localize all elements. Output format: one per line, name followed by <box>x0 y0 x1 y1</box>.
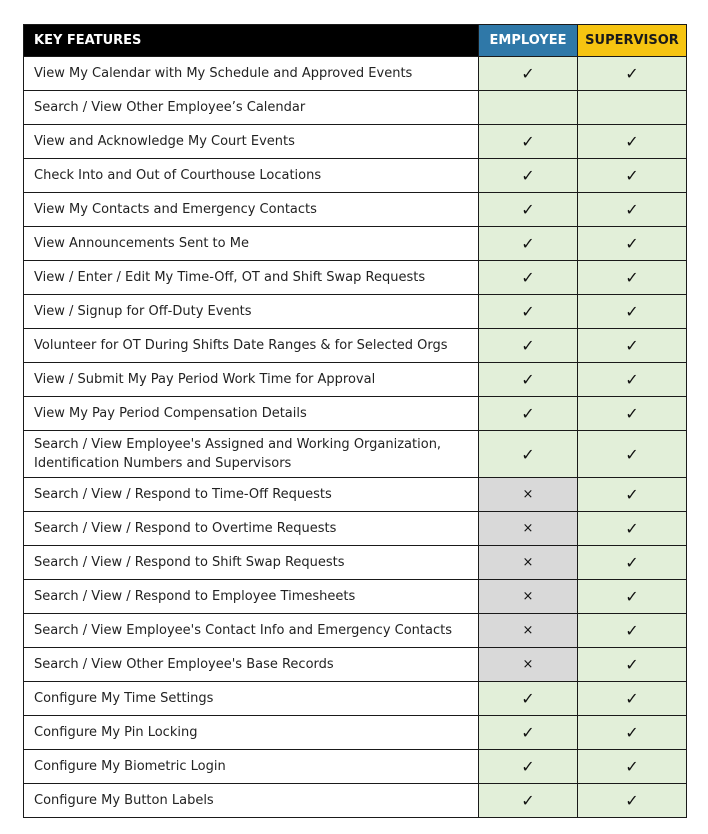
employee-access-cell <box>479 784 578 818</box>
checkmark-icon: ✓ <box>625 655 639 674</box>
table-row <box>24 227 687 261</box>
supervisor-access-cell <box>578 478 687 512</box>
checkmark-icon: ✓ <box>625 302 639 321</box>
supervisor-access-cell <box>578 193 687 227</box>
cross-icon: × <box>522 589 534 604</box>
employee-header: EMPLOYEE <box>479 25 578 57</box>
feature-label: Search / View / Respond to Time-Off Requests <box>24 478 479 512</box>
checkmark-icon: ✓ <box>625 166 639 185</box>
employee-access-cell <box>479 193 578 227</box>
checkmark-icon: ✓ <box>625 553 639 572</box>
employee-access-cell <box>479 295 578 329</box>
checkmark-icon: ✓ <box>625 723 639 742</box>
feature-label: Search / View / Respond to Employee Timesheets <box>24 580 479 614</box>
table-row <box>24 159 687 193</box>
table-row <box>24 397 687 431</box>
supervisor-access-cell <box>578 329 687 363</box>
table-row <box>24 784 687 818</box>
checkmark-icon: ✓ <box>625 757 639 776</box>
table-row <box>24 125 687 159</box>
feature-comparison-table <box>23 24 687 818</box>
supervisor-access-cell <box>578 648 687 682</box>
employee-access-cell <box>479 614 578 648</box>
employee-access-cell <box>479 431 578 478</box>
employee-access-cell <box>479 125 578 159</box>
table-row <box>24 512 687 546</box>
feature-label: Configure My Time Settings <box>24 682 479 716</box>
checkmark-icon: ✓ <box>625 519 639 538</box>
checkmark-icon: ✓ <box>625 370 639 389</box>
supervisor-access-cell <box>578 431 687 478</box>
checkmark-icon: ✓ <box>521 791 535 810</box>
table-row <box>24 431 687 478</box>
checkmark-icon: ✓ <box>521 302 535 321</box>
employee-access-cell <box>479 716 578 750</box>
supervisor-access-cell <box>578 512 687 546</box>
checkmark-icon: ✓ <box>521 444 535 464</box>
checkmark-icon: ✓ <box>625 234 639 253</box>
cross-icon: × <box>522 521 534 536</box>
supervisor-access-cell <box>578 57 687 91</box>
checkmark-icon: ✓ <box>521 166 535 185</box>
supervisor-access-cell <box>578 227 687 261</box>
supervisor-access-cell <box>578 91 687 125</box>
supervisor-access-cell <box>578 159 687 193</box>
checkmark-icon: ✓ <box>625 621 639 640</box>
table-row <box>24 478 687 512</box>
supervisor-access-cell <box>578 295 687 329</box>
checkmark-icon: ✓ <box>625 64 639 83</box>
feature-label: View My Calendar with My Schedule and Approved Events <box>24 57 479 91</box>
checkmark-icon: ✓ <box>625 200 639 219</box>
employee-access-cell <box>479 363 578 397</box>
checkmark-icon: ✓ <box>625 336 639 355</box>
checkmark-icon: ✓ <box>625 444 639 464</box>
feature-label: Search / View / Respond to Shift Swap Requests <box>24 546 479 580</box>
checkmark-icon: ✓ <box>521 404 535 423</box>
table-row <box>24 295 687 329</box>
checkmark-icon: ✓ <box>521 64 535 83</box>
employee-access-cell <box>479 91 578 125</box>
supervisor-access-cell <box>578 750 687 784</box>
checkmark-icon: ✓ <box>625 689 639 708</box>
table-row <box>24 91 687 125</box>
employee-access-cell <box>479 397 578 431</box>
employee-access-cell <box>479 227 578 261</box>
feature-label: Search / View Employee's Contact Info and Emergency Contacts <box>24 614 479 648</box>
checkmark-icon: ✓ <box>625 404 639 423</box>
table-row <box>24 580 687 614</box>
table-row <box>24 682 687 716</box>
feature-label: View / Enter / Edit My Time-Off, OT and Shift Swap Requests <box>24 261 479 295</box>
feature-label: View and Acknowledge My Court Events <box>24 125 479 159</box>
feature-label: Search / View Other Employee’s Calendar <box>24 91 479 125</box>
feature-label: View / Submit My Pay Period Work Time for Approval <box>24 363 479 397</box>
table-row <box>24 546 687 580</box>
table-row <box>24 750 687 784</box>
checkmark-icon: ✓ <box>521 200 535 219</box>
cross-icon: × <box>522 555 534 570</box>
feature-label: View My Pay Period Compensation Details <box>24 397 479 431</box>
feature-label: Search / View Employee's Assigned and Working Organization, Identification Numbers and Supervisors <box>24 431 479 478</box>
supervisor-access-cell <box>578 261 687 295</box>
supervisor-access-cell <box>578 784 687 818</box>
cross-icon: × <box>522 623 534 638</box>
table-row <box>24 648 687 682</box>
feature-label: Search / View Other Employee's Base Records <box>24 648 479 682</box>
employee-access-cell <box>479 261 578 295</box>
supervisor-access-cell <box>578 546 687 580</box>
feature-label: Configure My Biometric Login <box>24 750 479 784</box>
table-row <box>24 329 687 363</box>
feature-label: Configure My Pin Locking <box>24 716 479 750</box>
feature-label: Check Into and Out of Courthouse Locations <box>24 159 479 193</box>
feature-label: View / Signup for Off-Duty Events <box>24 295 479 329</box>
table-row <box>24 193 687 227</box>
cross-icon: × <box>522 487 534 502</box>
feature-comparison-table-wrapper <box>23 24 686 818</box>
table-row <box>24 57 687 91</box>
checkmark-icon: ✓ <box>521 723 535 742</box>
checkmark-icon: ✓ <box>625 587 639 606</box>
checkmark-icon: ✓ <box>521 234 535 253</box>
feature-label: Volunteer for OT During Shifts Date Ranges & for Selected Orgs <box>24 329 479 363</box>
checkmark-icon: ✓ <box>521 370 535 389</box>
table-header-row <box>24 25 687 57</box>
employee-access-cell <box>479 648 578 682</box>
supervisor-access-cell <box>578 125 687 159</box>
employee-access-cell <box>479 57 578 91</box>
supervisor-access-cell <box>578 363 687 397</box>
employee-access-cell <box>479 478 578 512</box>
checkmark-icon: ✓ <box>521 132 535 151</box>
employee-access-cell <box>479 682 578 716</box>
feature-label: Search / View / Respond to Overtime Requests <box>24 512 479 546</box>
employee-access-cell <box>479 580 578 614</box>
checkmark-icon: ✓ <box>521 757 535 776</box>
checkmark-icon: ✓ <box>625 268 639 287</box>
feature-label: View My Contacts and Emergency Contacts <box>24 193 479 227</box>
table-row <box>24 261 687 295</box>
key-features-header: KEY FEATURES <box>24 25 479 57</box>
supervisor-access-cell <box>578 580 687 614</box>
supervisor-header: SUPERVISOR <box>578 25 687 57</box>
checkmark-icon: ✓ <box>521 268 535 287</box>
checkmark-icon: ✓ <box>625 132 639 151</box>
checkmark-icon: ✓ <box>625 485 639 504</box>
supervisor-access-cell <box>578 397 687 431</box>
checkmark-icon: ✓ <box>625 791 639 810</box>
employee-access-cell <box>479 750 578 784</box>
supervisor-access-cell <box>578 614 687 648</box>
employee-access-cell <box>479 159 578 193</box>
supervisor-access-cell <box>578 716 687 750</box>
employee-access-cell <box>479 546 578 580</box>
cross-icon: × <box>522 657 534 672</box>
feature-label: Configure My Button Labels <box>24 784 479 818</box>
table-row <box>24 716 687 750</box>
employee-access-cell <box>479 512 578 546</box>
supervisor-access-cell <box>578 682 687 716</box>
table-row <box>24 614 687 648</box>
employee-access-cell <box>479 329 578 363</box>
feature-label: View Announcements Sent to Me <box>24 227 479 261</box>
checkmark-icon: ✓ <box>521 689 535 708</box>
checkmark-icon: ✓ <box>521 336 535 355</box>
table-row <box>24 363 687 397</box>
